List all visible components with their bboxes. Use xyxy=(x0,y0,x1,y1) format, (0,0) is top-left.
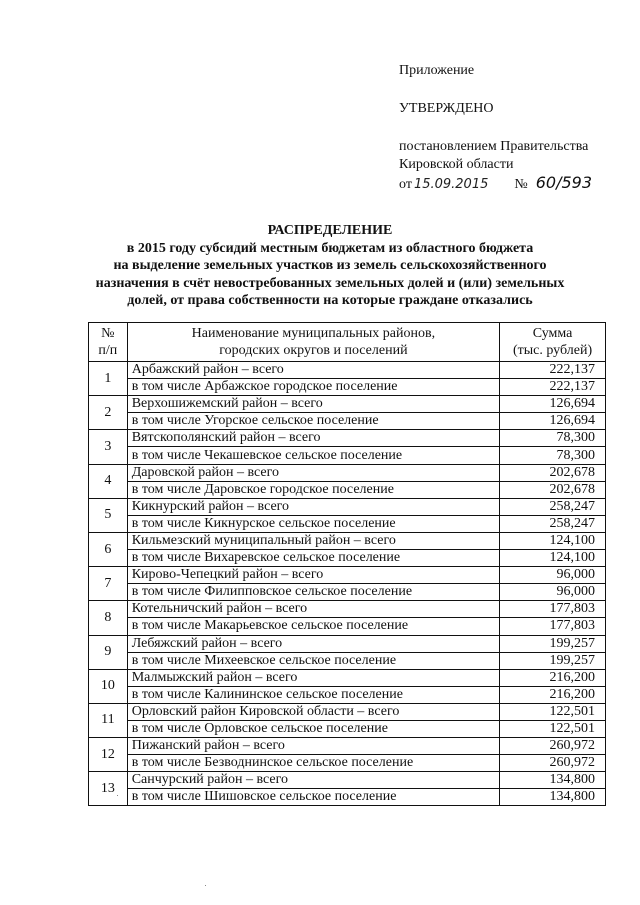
district-name: Вятскополянский район – всего xyxy=(127,430,499,447)
row-number: 9 xyxy=(89,635,128,669)
table-row xyxy=(89,755,606,772)
date-prefix: от xyxy=(399,177,412,192)
row-number: 8 xyxy=(89,601,128,635)
row-number: 10 xyxy=(89,669,128,703)
settlement-name: в том числе Орловское сельское поселение xyxy=(127,720,499,737)
district-sum: 260,972 xyxy=(500,738,606,755)
heading-title: РАСПРЕДЕЛЕНИЕ xyxy=(267,223,393,238)
row-number: 3 xyxy=(89,430,128,464)
row-number: 13 xyxy=(89,772,128,806)
table-row xyxy=(89,789,606,806)
table-body xyxy=(89,362,606,806)
district-name: Орловский район Кировской области – всего xyxy=(127,703,499,720)
district-sum: 258,247 xyxy=(500,498,606,515)
table-row xyxy=(89,447,606,464)
settlement-sum: 202,678 xyxy=(500,481,606,498)
table-row xyxy=(89,772,606,789)
table-row xyxy=(89,738,606,755)
district-sum: 177,803 xyxy=(500,601,606,618)
settlement-sum: 96,000 xyxy=(500,584,606,601)
district-name: Кильмезский муниципальный район – всего xyxy=(127,532,499,549)
district-sum: 96,000 xyxy=(500,567,606,584)
district-sum: 199,257 xyxy=(500,635,606,652)
approval-block xyxy=(399,62,629,194)
resolution-label: постановлением Правительства xyxy=(399,139,589,154)
settlement-sum: 122,501 xyxy=(500,720,606,737)
settlement-sum: 216,200 xyxy=(500,686,606,703)
settlement-sum: 177,803 xyxy=(500,618,606,635)
table-row xyxy=(89,379,606,396)
table-row xyxy=(89,584,606,601)
appendix-label: Приложение xyxy=(399,63,475,78)
table-row xyxy=(89,686,606,703)
table-row xyxy=(89,720,606,737)
settlement-name: в том числе Угорское сельское поселение xyxy=(127,413,499,430)
heading-line-2: в 2015 году субсидий местным бюджетам из областного бюджета xyxy=(126,240,534,256)
table-row xyxy=(89,430,606,447)
row-number: 5 xyxy=(89,498,128,532)
table-row xyxy=(89,567,606,584)
district-name: Верхошижемский район – всего xyxy=(127,396,499,413)
handwritten-date: 15.09.2015 xyxy=(413,177,489,192)
table-row xyxy=(89,618,606,635)
settlement-name: в том числе Михеевское сельское поселение xyxy=(127,652,499,669)
row-number: 11 xyxy=(89,703,128,737)
heading-line-3: на выделение земельных участков из земель сельскохозяйственного xyxy=(113,258,547,273)
district-name: Котельничский район – всего xyxy=(127,601,499,618)
district-sum: 124,100 xyxy=(500,532,606,549)
table-row xyxy=(89,481,606,498)
table-row xyxy=(89,396,606,413)
settlement-name: в том числе Безводнинское сельское поселение xyxy=(127,755,499,772)
settlement-name: в том числе Арбажское городское поселение xyxy=(127,379,499,396)
district-sum: 122,501 xyxy=(500,703,606,720)
district-name: Арбажский район – всего xyxy=(127,362,499,379)
settlement-sum: 222,137 xyxy=(500,379,606,396)
region-label: Кировской области xyxy=(399,157,514,172)
district-name: Даровской район – всего xyxy=(127,464,499,481)
table-row xyxy=(89,652,606,669)
district-sum: 202,678 xyxy=(500,464,606,481)
settlement-name: в том числе Кикнурское сельское поселение xyxy=(127,515,499,532)
settlement-name: в том числе Чекашевское сельское поселение xyxy=(127,447,499,464)
district-name: Малмыжский район – всего xyxy=(127,669,499,686)
district-sum: 134,800 xyxy=(500,772,606,789)
district-name: Лебяжский район – всего xyxy=(127,635,499,652)
settlement-sum: 124,100 xyxy=(500,550,606,567)
district-sum: 222,137 xyxy=(500,362,606,379)
row-number: 7 xyxy=(89,567,128,601)
table-row xyxy=(89,669,606,686)
table-header-row xyxy=(89,323,606,362)
header-sum: Сумма (тыс. рублей) xyxy=(500,323,606,362)
row-number: 4 xyxy=(89,464,128,498)
row-number: 12 xyxy=(89,738,128,772)
header-name: Наименование муниципальных районов, городских округов и поселений xyxy=(127,323,499,362)
table-row xyxy=(89,464,606,481)
resolution-date-number xyxy=(399,174,629,194)
table-row xyxy=(89,703,606,720)
settlement-sum: 260,972 xyxy=(500,755,606,772)
settlement-name: в том числе Вихаревское сельское поселение xyxy=(127,550,499,567)
district-sum: 78,300 xyxy=(500,430,606,447)
handwritten-number: 60/593 xyxy=(535,173,593,192)
table-row xyxy=(89,498,606,515)
settlement-sum: 126,694 xyxy=(500,413,606,430)
settlement-name: в том числе Филипповское сельское поселение xyxy=(127,584,499,601)
table-row xyxy=(89,362,606,379)
scan-speck xyxy=(205,885,206,886)
scan-speck xyxy=(117,795,118,796)
settlement-sum: 258,247 xyxy=(500,515,606,532)
number-sign: № xyxy=(514,177,528,192)
settlement-name: в том числе Шишовское сельское поселение xyxy=(127,789,499,806)
district-name: Санчурский район – всего xyxy=(127,772,499,789)
table-row xyxy=(89,515,606,532)
approved-label: УТВЕРЖДЕНО xyxy=(399,101,494,116)
settlement-name: в том числе Даровское городское поселение xyxy=(127,481,499,498)
table-row xyxy=(89,601,606,618)
table-row xyxy=(89,413,606,430)
settlement-name: в том числе Макарьевское сельское поселение xyxy=(127,618,499,635)
header-number: № п/п xyxy=(89,323,128,362)
document-heading xyxy=(60,222,600,310)
settlement-name: в том числе Калининское сельское поселение xyxy=(127,686,499,703)
table-row xyxy=(89,532,606,549)
heading-line-4: назначения в счёт невостребованных земельных долей и (или) земельных xyxy=(95,275,565,291)
district-name: Кирово-Чепецкий район – всего xyxy=(127,567,499,584)
district-sum: 126,694 xyxy=(500,396,606,413)
district-sum: 216,200 xyxy=(500,669,606,686)
table-row xyxy=(89,635,606,652)
row-number: 1 xyxy=(89,362,128,396)
settlement-sum: 78,300 xyxy=(500,447,606,464)
district-name: Кикнурский район – всего xyxy=(127,498,499,515)
row-number: 6 xyxy=(89,532,128,566)
row-number: 2 xyxy=(89,396,128,430)
settlement-sum: 134,800 xyxy=(500,789,606,806)
settlement-sum: 199,257 xyxy=(500,652,606,669)
district-name: Пижанский район – всего xyxy=(127,738,499,755)
table-row xyxy=(89,550,606,567)
distribution-table xyxy=(88,322,606,806)
heading-line-5: долей, от права собственности на которые граждане отказались xyxy=(127,293,533,308)
